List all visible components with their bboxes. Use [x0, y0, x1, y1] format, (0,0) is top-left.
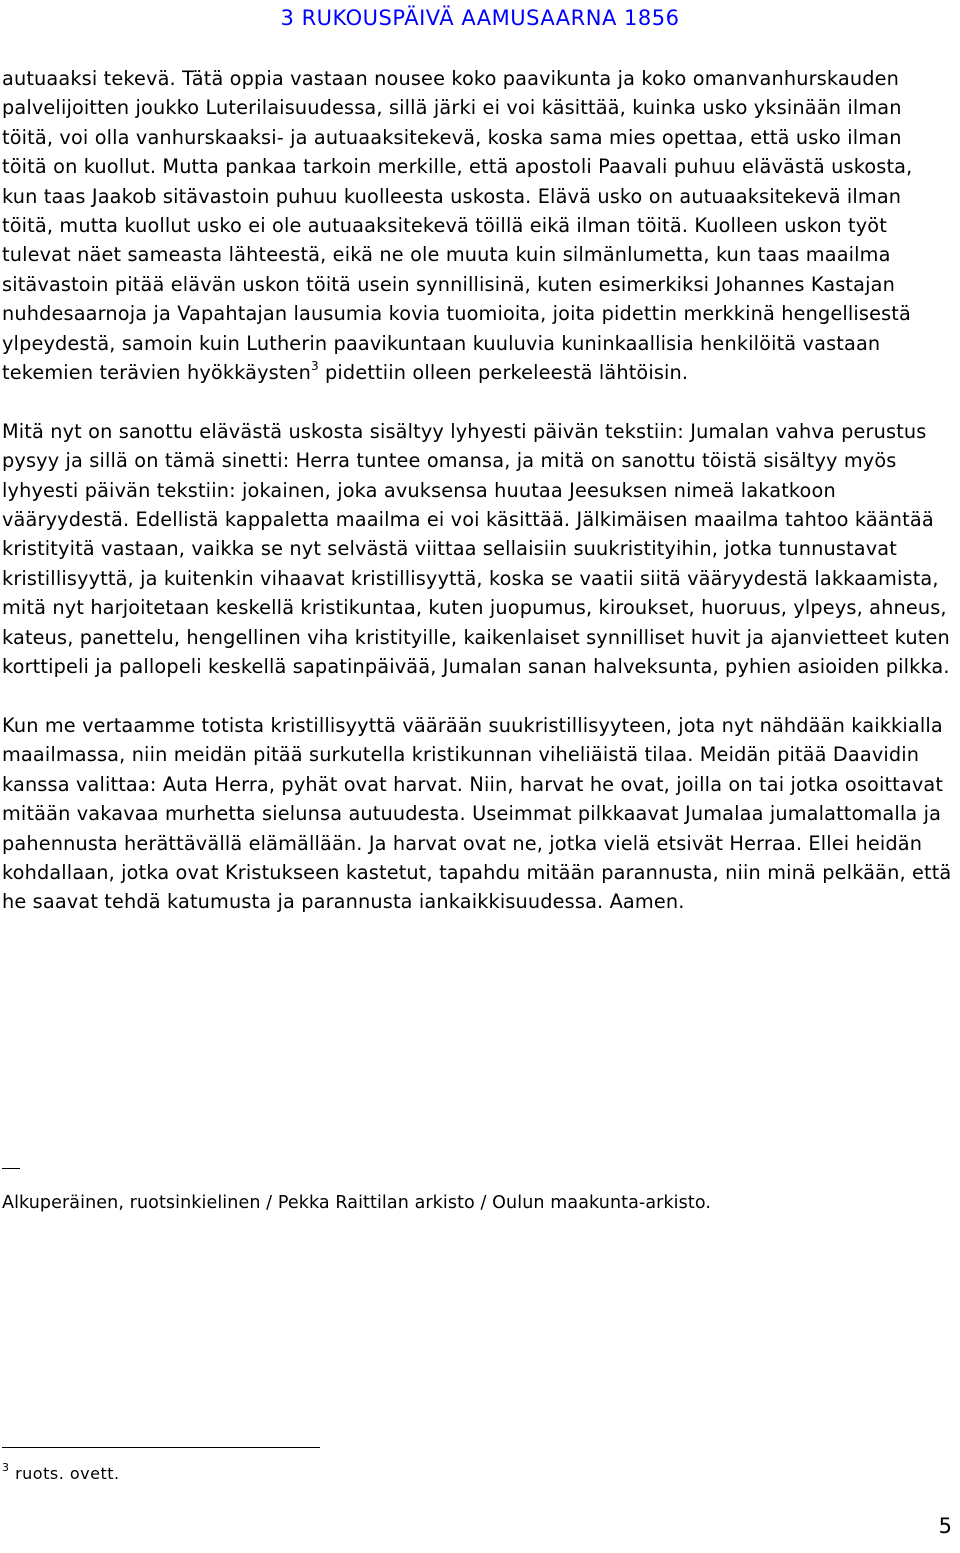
paragraph-3: Kun me vertaamme totista kristillisyyttä väärään suukristillisyyteen, jota nyt nähdään kaikkialla maailmassa, niin meidän pitää surkutella kristikunnan viheliäistä tilaa. Meidän pitää Daavidin kanssa valittaa: Auta Herra, pyhät ovat harvat. Niin, harvat he ovat, joilla on tai jotka osoittavat mitään vakavaa murhetta sielunsa autuudesta. Useimmat pilkkaavat Jumalaa jumalattomalla ja pahennusta herättävällä elämällään. Ja harvat ovat ne, jotka vielä etsivät Herraa. Ellei heidän kohdallaan, jotka ovat Kristukseen kastetut, tapahdu mitään parannusta, niin minä pelkään, että he saavat tehdä katumusta ja parannusta iankaikkisuudessa. Aamen.	[2, 713, 952, 914]
footnote-reference: 3	[310, 359, 319, 374]
footnote-separator	[2, 1447, 320, 1448]
page-number: 5	[938, 1514, 952, 1538]
paragraph-1-text: autuaaksi tekevä. Tätä oppia vastaan nousee koko paavikunta ja koko omanvanhurskauden palvelijoitten joukko Luterilaisuudessa, sillä järki ei voi käsittää, kuinka usko yksinään ilman töitä, voi olla vanhurskaaksi- ja autuaaksitekevä, koska sama mies opettaa, että usko ilman töitä on kuollut. Mutta pankaa tarkoin merkille, että apostoli Paavali puhuu elävästä uskosta, kun taas Jaakob sitävastoin puhuu kuolleesta uskosta. Elävä usko on autuaaksitekevä ilman töitä, mutta kuollut usko ei ole autuaaksitekevä töillä eikä ilman töitä. Kuolleen uskon työt tulevat näet sameasta lähteestä, eikä ne ole muuta kuin silmänlumetta, kun taas maailma sitävastoin pitää elävän uskon töitä usein synnillisinä, kuten esimerkiksi Johannes Kastajan nuhdesaarnoja ja Vapahtajan lausumia kovia tuomioita, joita pidettin merkkinä hengellisestä ylpeydestä, samoin kuin Lutherin paavikuntaan kuuluvia kuninkaallisia henkilöitä vastaan tekemien terävien hyökkäysten	[2, 67, 913, 385]
footnote	[2, 1462, 120, 1486]
paragraph-2: Mitä nyt on sanottu elävästä uskosta sisältyy lyhyesti päivän tekstiin: Jumalan vahva perustus pysyy ja sillä on tämä sinetti: Herra tuntee omansa, ja mitä on sanottu töistä sisältyy myös lyhyesti päivän tekstiin: jokainen, joka avuksensa huutaa Jeesuksen nimeä lakatkoon vääryydestä. Edellistä kappaletta maailma ei voi käsittää. Jälkimäisen maailma tahtoo kääntää kristityitä vastaan, vaikka se nyt selvästä viittaa sellaisiin suukristityihin, jotka tunnustavat kristillisyyttä, ja kuitenkin vihaavat kristillisyyttä, koska se vaatii siitä vääryydestä lakkaamista, mitä nyt harjoitetaan keskellä kristikuntaa, kuten juopumus, kiroukset, huoruus, ylpeys, ahneus, kateus, panettelu, hengellinen viha kristityille, kaikenlaiset synnilliset huvit ja ajanvietteet kuten korttipeli ja pallopeli keskellä sapatinpäivää, Jumalan sanan halveksunta, pyhien asioiden pilkka.	[2, 419, 950, 679]
paragraph-1	[2, 64, 952, 387]
sermon-body	[2, 64, 952, 917]
paragraph-1-ending: pidettiin olleen perkeleestä lähtöisin.	[318, 361, 689, 385]
running-header: 3 RUKOUSPÄIVÄ AAMUSAARNA 1856	[280, 6, 680, 30]
source-note: Alkuperäinen, ruotsinkielinen / Pekka Raittilan arkisto / Oulun maakunta-arkisto.	[2, 1193, 711, 1213]
footnote-text: ruots. ovett.	[9, 1464, 120, 1483]
note-dash	[2, 1168, 20, 1169]
footnote-marker: 3	[2, 1461, 10, 1474]
